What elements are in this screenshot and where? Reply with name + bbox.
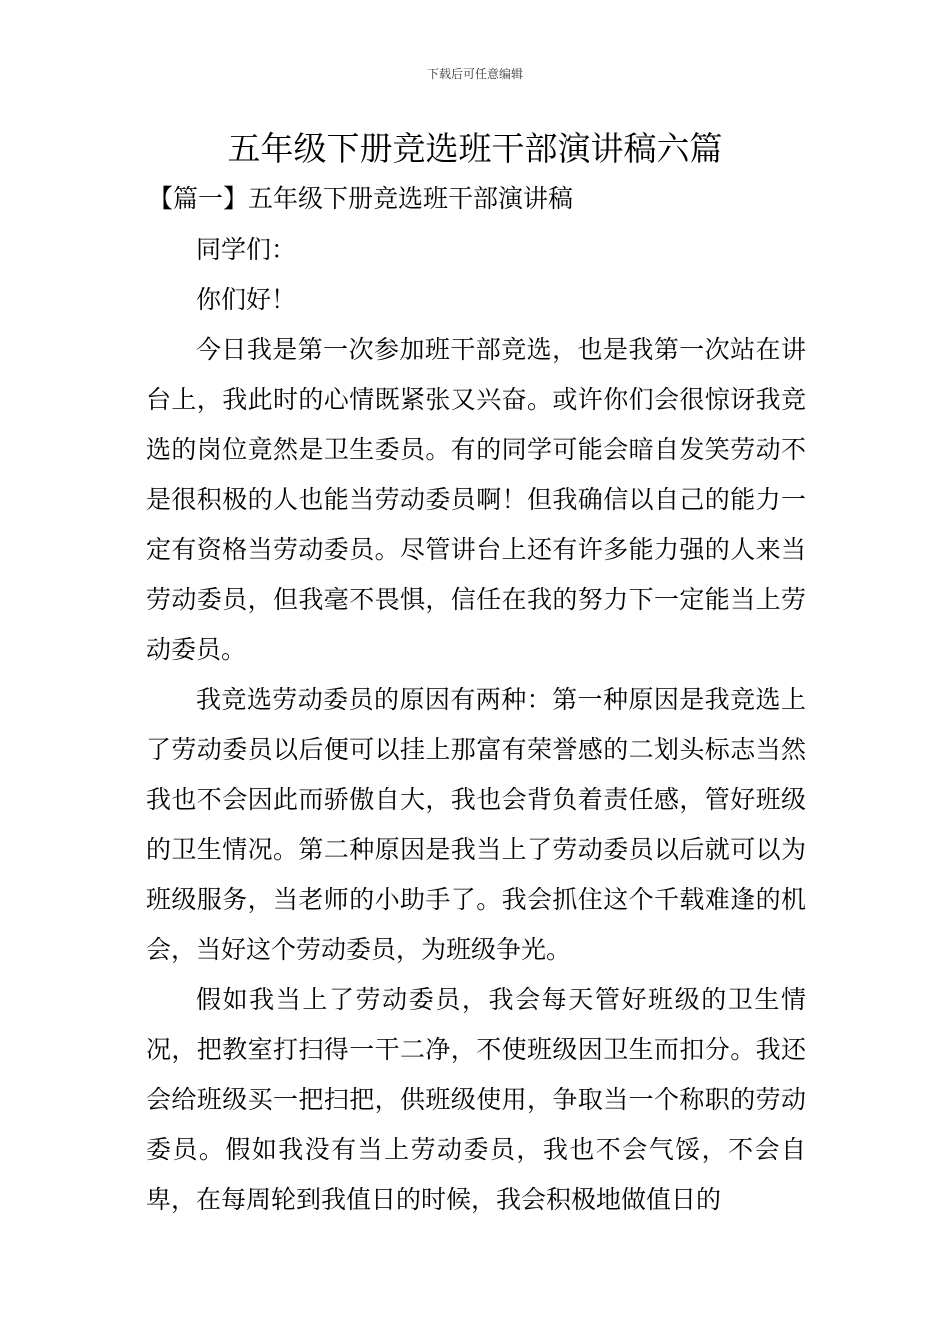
paragraph: 假如我当上了劳动委员，我会每天管好班级的卫生情况，把教室打扫得一干二净，不使班级因卫生而扣分。我还会给班级买一把扫把，供班级使用，争取当一个称职的劳动委员。假如我没有当上劳动委员，我也不会气馁，不会自卑，在每周轮到我值日的时候，我会积极地做值日的 [146, 985, 806, 1214]
document-title: 五年级下册竞选班干部演讲稿六篇 [227, 129, 723, 168]
section-heading: 【篇一】五年级下册竞选班干部演讲稿 [148, 184, 574, 213]
paragraph-salutation: 你们好！ [196, 285, 297, 314]
paragraph: 我竞选劳动委员的原因有两种：第一种原因是我竞选上了劳动委员以后便可以挂上那富有荣誉感的二划头标志当然我也不会因此而骄傲自大，我也会背负着责任感，管好班级的卫生情况。第二种原因是我当上了劳动委员以后就可以为班级服务，当老师的小助手了。我会抓住这个千载难逢的机会，当好这个劳动委员，为班级争光。 [146, 685, 806, 964]
header-note: 下载后可任意编辑 [426, 67, 523, 81]
paragraph: 今日我是第一次参加班干部竞选，也是我第一次站在讲台上，我此时的心情既紧张又兴奋。或许你们会很惊讶我竞选的岗位竟然是卫生委员。有的同学可能会暗自发笑劳动不是很积极的人也能当劳动委员啊！但我确信以自己的能力一定有资格当劳动委员。尽管讲台上还有许多能力强的人来当劳动委员，但我毫不畏惧，信任在我的努力下一定能当上劳动委员。 [146, 335, 806, 664]
document-body [146, 225, 806, 1225]
paragraph-greeting: 同学们： [196, 235, 297, 264]
